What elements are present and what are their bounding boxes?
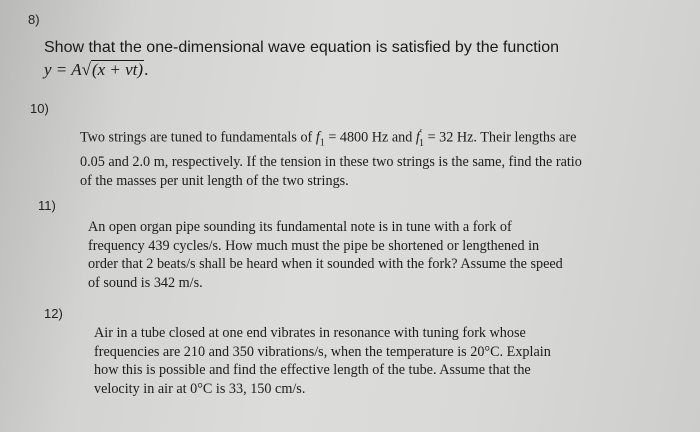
question-8-number: 8) [28, 12, 40, 27]
question-11-number: 11) [38, 198, 56, 213]
f1-prime-mark: ′ [419, 128, 423, 139]
question-12-number: 12) [44, 306, 63, 321]
question-10-text [80, 125, 585, 190]
question-12-text: Air in a tube closed at one end vibrates in resonance with tuning fork whose frequencies are 210 and 350 vibrations/s, when the temperature is 20°C. Explain how this is possible and find the effective length of the tube. Assume that the velocity in air at 0°C is 33, 150 cm/s. [94, 325, 551, 397]
equation-lhs: y = A [44, 60, 82, 79]
sqrt-symbol: √ [81, 60, 91, 79]
f1-subscript: 1 [319, 137, 325, 149]
question-10-part3: = 32 Hz. Their lengths are 0.05 and 2.0 m, respectively. If the tension in these two strings is the same, find the ratio of the masses per unit length of the two strings. [80, 129, 582, 189]
question-8-line1: Show that the one-dimensional wave equation is satisfied by the function [44, 39, 559, 56]
question-10-number: 10) [30, 101, 49, 116]
f1-symbol: f [315, 129, 320, 146]
f1-prime-subscript: 1 [419, 137, 425, 149]
sqrt-argument: (x + vt) [91, 60, 144, 79]
question-8-equation [44, 60, 148, 79]
question-11-text: An open organ pipe sounding its fundamental note is in tune with a fork of frequency 439 cycles/s. How much must the pipe be shortened or lengthened in order that 2 beats/s shall be heard when it sounded with the fork? Assume the speed of sound is 342 m/s. [88, 219, 563, 291]
question-10-part2: = 4800 Hz and [324, 129, 416, 146]
question-10-part1: Two strings are tuned to fundamentals of [80, 129, 316, 146]
question-8-text [44, 37, 644, 82]
f1-prime-symbol: f [415, 129, 420, 146]
equation-end: . [144, 60, 149, 79]
